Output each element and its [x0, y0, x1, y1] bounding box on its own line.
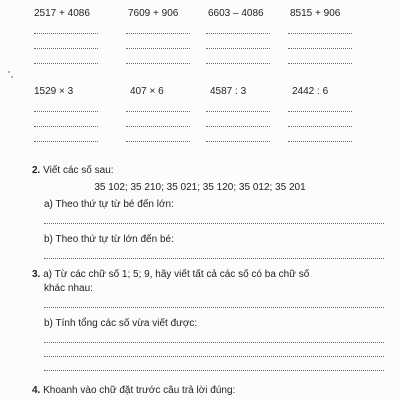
expression-row2-4: 2442 : 6	[292, 86, 329, 97]
exercise-3-part-b: b) Tính tổng các số vừa viết được:	[44, 318, 198, 329]
expression-row2-2: 407 × 6	[130, 86, 164, 97]
answer-line[interactable]	[34, 33, 98, 34]
answer-line[interactable]	[126, 141, 190, 142]
answer-line[interactable]	[126, 63, 190, 64]
exercise-2-number-list: 35 102; 35 210; 35 021; 35 120; 35 012; 35 201	[94, 182, 306, 193]
exercise-3-part-a-line1: a) Từ các chữ số 1; 5; 9, hãy viết tất cả các số có ba chữ số	[43, 269, 310, 280]
exercise-4-number: 4.	[32, 385, 41, 396]
answer-line[interactable]	[34, 141, 98, 142]
scan-speck	[8, 71, 10, 73]
expression-row1-3: 6603 – 4086	[208, 8, 264, 19]
answer-line[interactable]	[288, 63, 352, 64]
answer-line[interactable]	[206, 111, 270, 112]
answer-line[interactable]	[34, 111, 98, 112]
answer-line[interactable]	[34, 126, 98, 127]
answer-line[interactable]	[126, 33, 190, 34]
answer-line[interactable]	[44, 342, 384, 343]
answer-line[interactable]	[288, 48, 352, 49]
exercise-2-number: 2.	[32, 165, 41, 176]
expression-row1-2: 7609 + 906	[128, 8, 179, 19]
answer-line[interactable]	[206, 63, 270, 64]
answer-line[interactable]	[206, 33, 270, 34]
expression-row1-4: 8515 + 906	[290, 8, 341, 19]
exercise-3-heading	[32, 269, 309, 280]
exercise-4-heading	[32, 385, 235, 396]
expression-row2-1: 1529 × 3	[34, 86, 74, 97]
answer-line[interactable]	[44, 370, 384, 371]
answer-line[interactable]	[126, 126, 190, 127]
answer-line[interactable]	[126, 111, 190, 112]
answer-line[interactable]	[288, 111, 352, 112]
exercise-2-part-a: a) Theo thứ tự từ bé đến lớn:	[44, 199, 174, 210]
answer-line[interactable]	[206, 126, 270, 127]
exercise-2-part-b: b) Theo thứ tự từ lớn đến bé:	[44, 234, 174, 245]
answer-line[interactable]	[288, 33, 352, 34]
scan-speck	[11, 76, 13, 78]
answer-line[interactable]	[34, 63, 98, 64]
answer-line[interactable]	[206, 141, 270, 142]
exercise-3-part-a-line2: khác nhau:	[44, 283, 93, 294]
answer-line[interactable]	[44, 356, 384, 357]
answer-line[interactable]	[206, 48, 270, 49]
exercise-2-heading	[32, 165, 114, 176]
answer-line[interactable]	[288, 126, 352, 127]
expression-row1-1: 2517 + 4086	[34, 8, 90, 19]
answer-line[interactable]	[126, 48, 190, 49]
expression-row2-3: 4587 : 3	[210, 86, 247, 97]
answer-line[interactable]	[44, 258, 384, 259]
exercise-4-title: Khoanh vào chữ đặt trước câu trả lời đúng:	[43, 385, 236, 396]
answer-line[interactable]	[44, 307, 384, 308]
exercise-3-number: 3.	[32, 269, 41, 280]
answer-line[interactable]	[34, 48, 98, 49]
answer-line[interactable]	[288, 141, 352, 142]
exercise-2-title: Viết các số sau:	[43, 165, 114, 176]
answer-line[interactable]	[44, 223, 384, 224]
